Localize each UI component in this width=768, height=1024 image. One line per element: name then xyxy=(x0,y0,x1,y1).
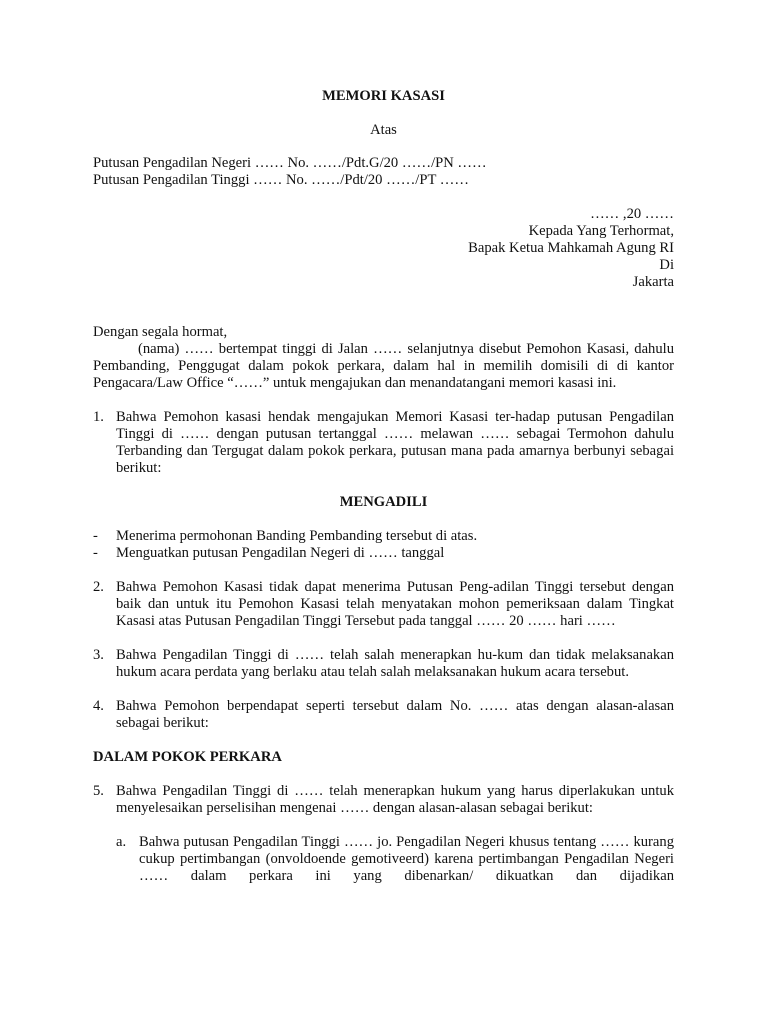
dash-item xyxy=(93,528,674,545)
point-text: Bahwa Pemohon berpendapat seperti tersebut dalam No. …… atas dengan alasan-alasan sebagai berikut: xyxy=(116,698,674,731)
dash-item-text: Menguatkan putusan Pengadilan Negeri di …… tanggal xyxy=(116,545,445,561)
point-text: Bahwa Pengadilan Tinggi di …… telah salah menerapkan hu-kum dan tidak melaksanakan hukum acara perdata yang berlaku atau telah salah melaksanakan hukum acara tersebut. xyxy=(116,647,674,680)
point-1 xyxy=(93,409,674,477)
point-number: 5. xyxy=(93,783,104,799)
point-number: 4. xyxy=(93,698,104,714)
dash-item xyxy=(93,545,674,562)
point-text: Bahwa Pemohon Kasasi tidak dapat menerima Putusan Peng-adilan Tinggi tersebut dengan baik dan untuk itu Pemohon Kasasi telah menyatakan mohon pemeriksaan dalam Tingkat Kasasi atas Putusan Pengadilan Tinggi Tersebut pada tanggal …… 20 …… hari …… xyxy=(116,579,674,629)
point-5a xyxy=(93,834,674,885)
document-subtitle: Atas xyxy=(370,122,397,138)
address-block xyxy=(93,206,674,291)
point-text: Bahwa putusan Pengadilan Tinggi …… jo. Pengadilan Negeri khusus tentang …… kurang cukup pertimbangan (onvoldoende gemotiveerd) karena pertimbangan Pengadilan Negeri …… dalam perkara ini yang dibenarkan/ dikuatkan dan dijadikan xyxy=(139,834,674,884)
reference-block xyxy=(93,155,674,189)
point-3 xyxy=(93,647,674,681)
dash-marker: - xyxy=(93,545,98,561)
dash-marker: - xyxy=(93,528,98,544)
greeting: Dengan segala hormat, xyxy=(93,324,228,340)
point-text: Bahwa Pengadilan Tinggi di …… telah menerapkan hukum yang harus diperlakukan untuk menyelesaikan perselisihan mengenai …… dengan alasan-alasan sebagai berikut: xyxy=(116,783,674,816)
reference-line-high-court: Putusan Pengadilan Tinggi …… No. ……/Pdt/20 ……/PT …… xyxy=(93,172,469,188)
intro-paragraph: (nama) …… bertempat tinggi di Jalan …… selanjutnya disebut Pemohon Kasasi, dahulu Pembanding, Penggugat dalam pokok perkara, dalam hal in memilih domisili di di kantor Pengacara/Law Office “……” untuk mengajukan dan menandatangani memori kasasi ini. xyxy=(93,341,674,391)
section-heading-mengadili: MENGADILI xyxy=(339,494,428,510)
date-line: …… ,20 …… xyxy=(590,206,674,222)
point-2 xyxy=(93,579,674,630)
point-5 xyxy=(93,783,674,817)
section-heading-pokok-perkara: DALAM POKOK PERKARA xyxy=(93,749,282,765)
address-line-city: Jakarta xyxy=(632,274,674,290)
address-line-salutation: Kepada Yang Terhormat, xyxy=(528,223,674,239)
point-number: 3. xyxy=(93,647,104,663)
address-line-di: Di xyxy=(659,257,674,273)
address-line-recipient: Bapak Ketua Mahkamah Agung RI xyxy=(468,240,674,256)
point-letter: a. xyxy=(116,834,127,850)
document-page xyxy=(93,88,674,885)
point-number: 2. xyxy=(93,579,104,595)
point-text: Bahwa Pemohon kasasi hendak mengajukan Memori Kasasi ter-hadap putusan Pengadilan Tinggi di …… dengan putusan tertanggal …… melawan …… sebagai Termohon dahulu Terbanding dan Tergugat dalam pokok perkara, putusan mana pada amarnya berbunyi sebagai berikut: xyxy=(116,409,674,476)
document-title: MEMORI KASASI xyxy=(322,88,445,104)
dash-item-text: Menerima permohonan Banding Pembanding tersebut di atas. xyxy=(116,528,478,544)
reference-line-district-court: Putusan Pengadilan Negeri …… No. ……/Pdt.G/20 ……/PN …… xyxy=(93,155,487,171)
point-4 xyxy=(93,698,674,732)
point-number: 1. xyxy=(93,409,104,425)
